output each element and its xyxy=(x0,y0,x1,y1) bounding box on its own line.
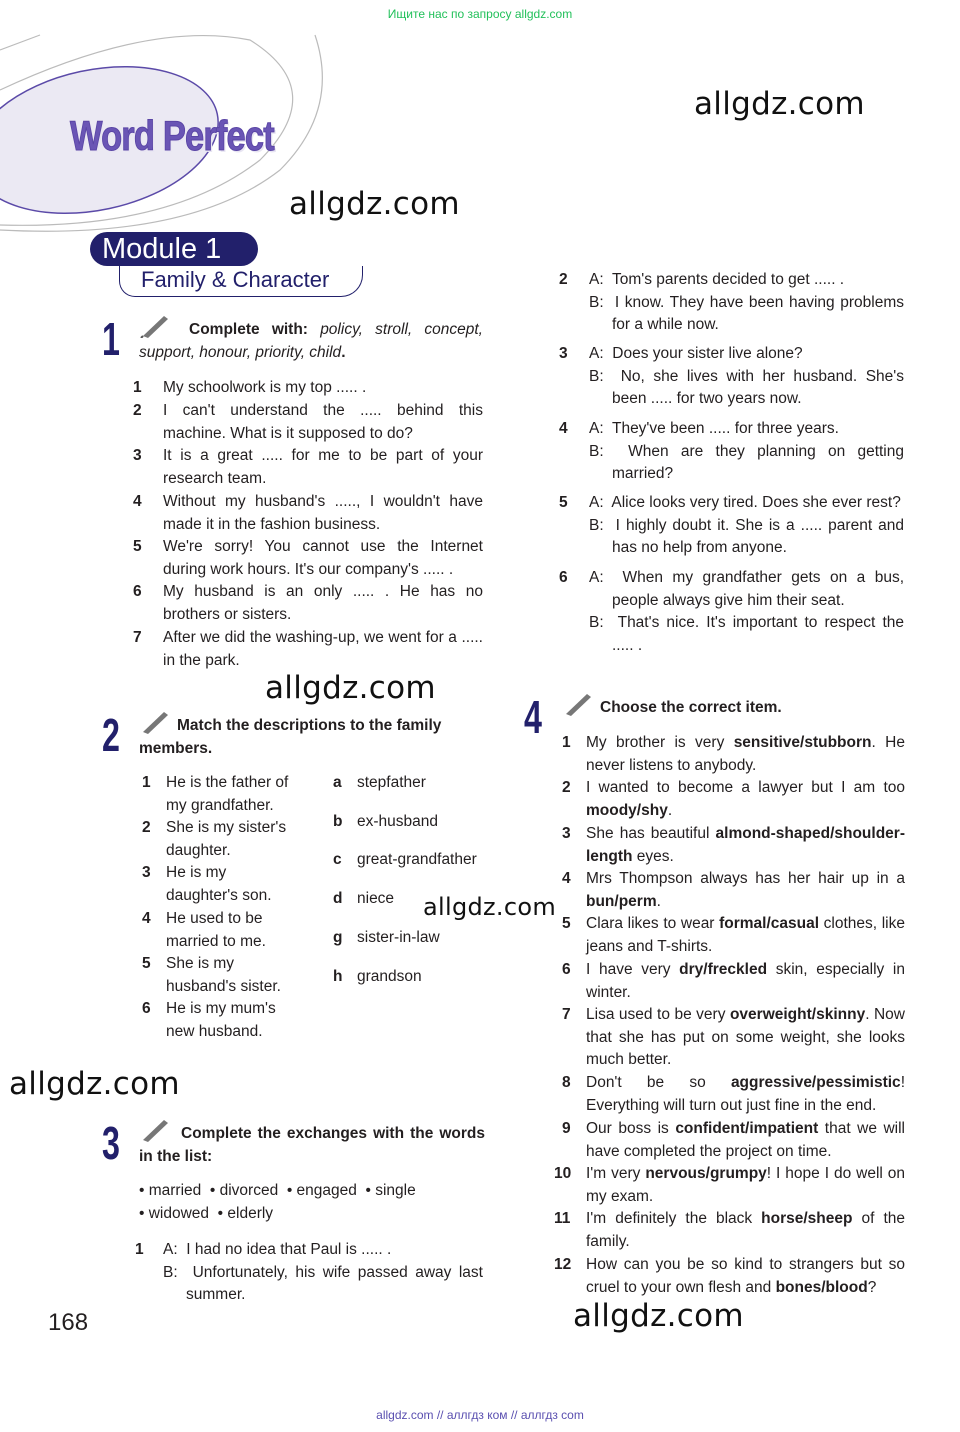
item-choice: aggressive/pessimistic xyxy=(730,1074,901,1091)
description-item: She is my husband's sister. xyxy=(166,955,281,995)
instruction-words: policy, stroll, concept, support, honour, priority, child xyxy=(139,321,483,361)
item-text: . xyxy=(667,801,673,819)
line-a: A: Tom's parents decided to get ..... . xyxy=(589,271,845,288)
exercise-instruction: Choose the correct item. xyxy=(600,699,782,716)
item-number: 10 xyxy=(554,1165,572,1182)
item-number: 8 xyxy=(562,1074,571,1091)
item-number: 5 xyxy=(133,538,142,555)
exchange-number: 4 xyxy=(559,420,568,437)
list-item xyxy=(586,868,905,913)
item-text: I'm very xyxy=(586,1165,646,1182)
word-list-line: • widowed • elderly xyxy=(139,1205,274,1222)
item-text: ! I hope I do well on my exam. xyxy=(586,1165,906,1205)
item-number: 6 xyxy=(562,961,571,978)
list-item xyxy=(586,777,905,822)
list-item xyxy=(586,1163,905,1208)
list-item xyxy=(586,823,905,868)
item-number: 2 xyxy=(133,402,142,419)
option-letter: g xyxy=(333,929,343,946)
item-choice: bones/blood xyxy=(775,1278,868,1296)
description-item: He is the father of my grandfather. xyxy=(166,774,289,814)
option-word: stepfather xyxy=(357,774,426,791)
list-item xyxy=(586,913,905,958)
list-item xyxy=(586,1208,905,1253)
list-item: Without my husband's ....., I wouldn't have made it in the fashion business. xyxy=(163,493,483,533)
item-text: eyes. xyxy=(632,847,674,865)
item-number: 5 xyxy=(142,955,151,972)
watermark: allgdz.com xyxy=(573,1298,744,1334)
exchange xyxy=(589,567,909,658)
list-item xyxy=(586,1254,905,1299)
exercise-number: 1 xyxy=(102,313,120,365)
exchange-number: 2 xyxy=(559,271,568,288)
item-number: 3 xyxy=(562,825,571,842)
logo-word-perfect: Word Perfect xyxy=(70,112,274,159)
line-a: A: They've been ..... for three years. xyxy=(589,420,839,437)
item-choice: formal/casual xyxy=(719,915,820,932)
line-b: B: No, she lives with her husband. She's been ..... for two years now. xyxy=(589,367,909,408)
module-badge: Module 1 xyxy=(90,232,258,266)
line-a: A: When my grandfather gets on a bus, people always give him their seat. xyxy=(589,569,909,609)
list-item: It is a great ..... for me to be part of your research team. xyxy=(163,447,483,487)
option-letter: h xyxy=(333,968,343,985)
description-item: He used to be married to me. xyxy=(166,910,266,950)
exchange xyxy=(589,343,909,411)
item-choice: sensitive/stubborn xyxy=(733,734,872,751)
description-item: He is my daughter's son. xyxy=(166,864,272,904)
item-text: skin, especially in winter. xyxy=(586,961,905,1001)
line-b: B: I highly doubt it. She is a ..... parent and has no help from anyone. xyxy=(589,516,909,557)
item-number: 4 xyxy=(142,910,151,927)
word-list-line: • married • divorced • engaged • single xyxy=(139,1182,416,1199)
item-text: of the family. xyxy=(586,1210,905,1250)
word-list xyxy=(139,1179,416,1225)
description-item: She is my sister's daughter. xyxy=(166,819,287,859)
item-number: 4 xyxy=(133,493,142,510)
item-text: . xyxy=(656,892,661,910)
item-number: 3 xyxy=(142,864,151,881)
option-letter: c xyxy=(333,851,342,868)
exercise-number: 2 xyxy=(102,709,120,761)
item-choice: confident/impatient xyxy=(675,1120,819,1137)
exercise-instruction: Complete with: policy, stroll, concept, support, honour, priority, child. xyxy=(139,321,483,361)
exchange xyxy=(589,418,909,486)
list-item: We're sorry! You cannot use the Internet during work hours. It's our company's ..... . xyxy=(163,538,483,578)
item-number: 6 xyxy=(133,583,142,600)
module-subtitle: Family & Character xyxy=(119,266,363,297)
list-item: I can't understand the ..... behind this machine. What is it supposed to do? xyxy=(163,402,483,442)
option-word: grandson xyxy=(357,968,422,985)
item-number: 4 xyxy=(562,870,571,887)
option-word: sister-in-law xyxy=(357,929,440,946)
item-number: 7 xyxy=(133,629,142,646)
item-text: Our boss is xyxy=(586,1120,676,1137)
item-text: Don't be so xyxy=(586,1074,731,1091)
item-number: 6 xyxy=(142,1000,151,1017)
item-number: 1 xyxy=(562,734,571,751)
option-word: ex-husband xyxy=(357,813,439,830)
item-text: She has beautiful xyxy=(586,825,716,842)
footer-links[interactable]: allgdz.com // аллгдз ком // аллгдз com xyxy=(376,1408,584,1422)
exchange-number: 6 xyxy=(559,569,568,586)
item-text: ? xyxy=(867,1278,877,1296)
watermark: allgdz.com xyxy=(694,86,865,122)
item-number: 5 xyxy=(562,915,571,932)
list-item xyxy=(586,959,905,1004)
top-note[interactable]: Ищите нас по запросу allgdz.com xyxy=(387,7,573,21)
exercise-instruction: Match the descriptions to the family members. xyxy=(139,717,442,757)
item-choice: overweight/skinny xyxy=(729,1006,866,1023)
line-a: A: Does your sister live alone? xyxy=(589,345,803,362)
item-choice: dry/freckled xyxy=(679,961,768,978)
item-text: that we will have completed the project on time. xyxy=(586,1120,905,1160)
item-text: clothes, like jeans and T-shirts. xyxy=(586,915,905,955)
line-b: B: That's nice. It's important to respect the ..... . xyxy=(589,614,909,655)
item-text: . He never listens to anybody. xyxy=(586,734,905,774)
item-choice: almond-shaped/shoulder-length xyxy=(586,825,905,865)
list-item xyxy=(586,1118,905,1163)
item-number: 1 xyxy=(142,774,151,791)
line-b: B: Unfortunately, his wife passed away last summer. xyxy=(163,1263,488,1304)
item-number: 2 xyxy=(142,819,151,836)
item-number: 7 xyxy=(562,1006,571,1023)
option-word: great-grandfather xyxy=(357,851,477,868)
item-text: My brother is very xyxy=(586,734,734,751)
description-item: He is my mum's new husband. xyxy=(166,1000,276,1040)
watermark: allgdz.com xyxy=(265,670,436,706)
item-text: Lisa used to be very xyxy=(586,1006,730,1023)
exercise-number: 4 xyxy=(524,691,542,743)
item-number: 2 xyxy=(562,779,571,796)
watermark: allgdz.com xyxy=(9,1066,180,1102)
list-item xyxy=(586,732,905,777)
item-choice: bun/perm xyxy=(586,892,657,910)
list-item xyxy=(586,1004,905,1072)
line-b: B: When are they planning on getting married? xyxy=(589,442,909,483)
item-choice: horse/sheep xyxy=(761,1210,853,1227)
option-letter: d xyxy=(333,890,343,907)
item-text: Mrs Thompson always has her hair up in a xyxy=(586,870,905,887)
item-text: . Now that she has put on some weight, she looks much better. xyxy=(586,1006,905,1069)
exchange xyxy=(589,269,909,337)
list-item: After we did the washing-up, we went for a ..... in the park. xyxy=(163,629,483,669)
option-word: niece xyxy=(357,890,395,907)
exchange-number: 1 xyxy=(135,1241,144,1258)
exercise-number: 3 xyxy=(102,1117,120,1169)
list-item xyxy=(586,1072,905,1117)
page-number: 168 xyxy=(48,1309,89,1336)
line-a: A: Alice looks very tired. Does she ever rest? xyxy=(589,494,901,511)
exchange-number: 3 xyxy=(559,345,568,362)
exercise-instruction: Complete the exchanges with the words in the list: xyxy=(139,1125,485,1165)
pen-icon xyxy=(563,690,593,716)
line-a: A: I had no idea that Paul is ..... . xyxy=(163,1241,392,1258)
item-text: I have very xyxy=(586,961,680,978)
list-item: My husband is an only ..... . He has no brothers or sisters. xyxy=(163,583,483,623)
option-letter: b xyxy=(333,813,343,830)
item-text: I'm definitely the black xyxy=(586,1210,762,1227)
instruction-bold: Complete with: xyxy=(189,321,308,338)
item-number: 12 xyxy=(554,1256,572,1273)
watermark: allgdz.com xyxy=(289,186,460,222)
item-number: 11 xyxy=(554,1210,571,1227)
exchange xyxy=(589,492,909,560)
item-text: ! Everything will turn out just fine in the end. xyxy=(586,1074,905,1114)
item-number: 1 xyxy=(133,379,142,396)
item-text: I wanted to become a lawyer but I am too xyxy=(586,779,905,796)
list-item: My schoolwork is my top ..... . xyxy=(163,379,367,396)
item-choice: nervous/grumpy xyxy=(645,1165,767,1182)
item-text: Clara likes to wear xyxy=(586,915,720,932)
exchange-number: 5 xyxy=(559,494,568,511)
watermark: allgdz.com xyxy=(423,893,556,921)
option-letter: a xyxy=(333,774,342,791)
item-text: How can you be so kind to strangers but so cruel to your own flesh and xyxy=(586,1256,905,1296)
exchange xyxy=(163,1239,488,1307)
item-choice: moody/shy xyxy=(586,801,668,819)
line-b: B: I know. They have been having problems for a while now. xyxy=(589,293,909,334)
item-number: 3 xyxy=(133,447,142,464)
item-number: 9 xyxy=(562,1120,571,1137)
